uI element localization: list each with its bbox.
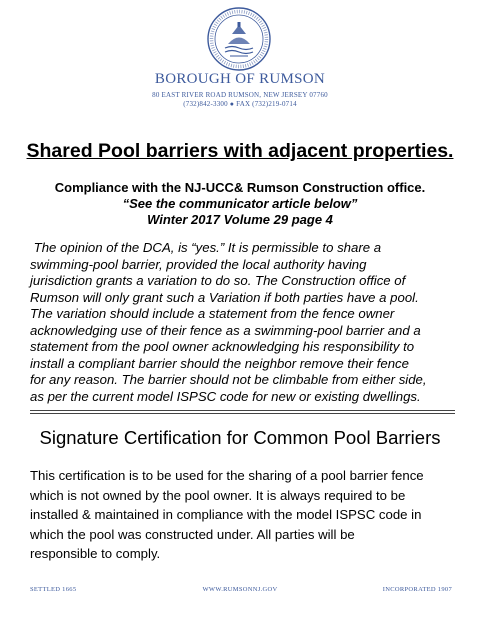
footer-incorporated: INCORPORATED 1907	[382, 586, 452, 593]
footer-settled: SETTLED 1665	[30, 586, 77, 593]
article-line: acknowledging use of their fence as a swimming-pool barrier and a	[30, 322, 421, 338]
certification-line: which is not owned by the pool owner. It is always required to be	[30, 487, 406, 503]
article-line: Rumson will only grant such a Variation if both parties have a pool.	[30, 289, 419, 305]
certification-line: This certification is to be used for the sharing of a pool barrier fence	[30, 468, 424, 483]
article-line: statement from the pool owner acknowledging his responsibility to	[30, 339, 415, 354]
section-heading: Signature Certification for Common Pool Barriers	[39, 427, 441, 448]
letterhead-org-name: BOROUGH OF RUMSON	[154, 71, 326, 87]
document-title: Shared Pool barriers with adjacent properties.	[26, 140, 454, 162]
subheading-issue: Winter 2017 Volume 29 page 4	[147, 212, 333, 227]
article-line: as per the current model ISPSC code for new or existing dwellings.	[30, 388, 421, 404]
subheading-see-article: “See the communicator article below”	[122, 196, 358, 211]
article-line: The variation should include a statement from the fence owner	[30, 306, 395, 321]
article-line: install a compliant barrier should the neighbor remove their fence	[30, 355, 409, 371]
letterhead-phone-fax: (732)842-3300 ● FAX (732)219-0714	[183, 100, 297, 108]
certification-line: which the pool was constructed under. All parties will be	[30, 526, 355, 542]
borough-seal-icon	[206, 6, 272, 72]
subheading-compliance: Compliance with the NJ-UCC& Rumson Construction office.	[54, 180, 426, 195]
article-body	[30, 240, 460, 405]
article-line: The opinion of the DCA, is “yes.” It is permissible to share a	[30, 240, 382, 255]
letterhead-address: 80 EAST RIVER ROAD RUMSON, NEW JERSEY 07760	[152, 91, 328, 99]
article-line: swimming-pool barrier, provided the local authority having	[30, 256, 367, 272]
article-line: for any reason. The barrier should not be climbable from either side,	[30, 372, 427, 387]
certification-line: installed & maintained in compliance with the model ISPSC code in	[30, 507, 422, 522]
certification-body	[30, 466, 460, 564]
footer-website-link[interactable]: WWW.RUMSONNJ.GOV	[202, 586, 278, 593]
article-line: jurisdiction grants a variation to do so. The Construction office of	[30, 273, 406, 288]
certification-line: responsible to comply.	[30, 546, 161, 561]
section-divider	[30, 410, 455, 414]
